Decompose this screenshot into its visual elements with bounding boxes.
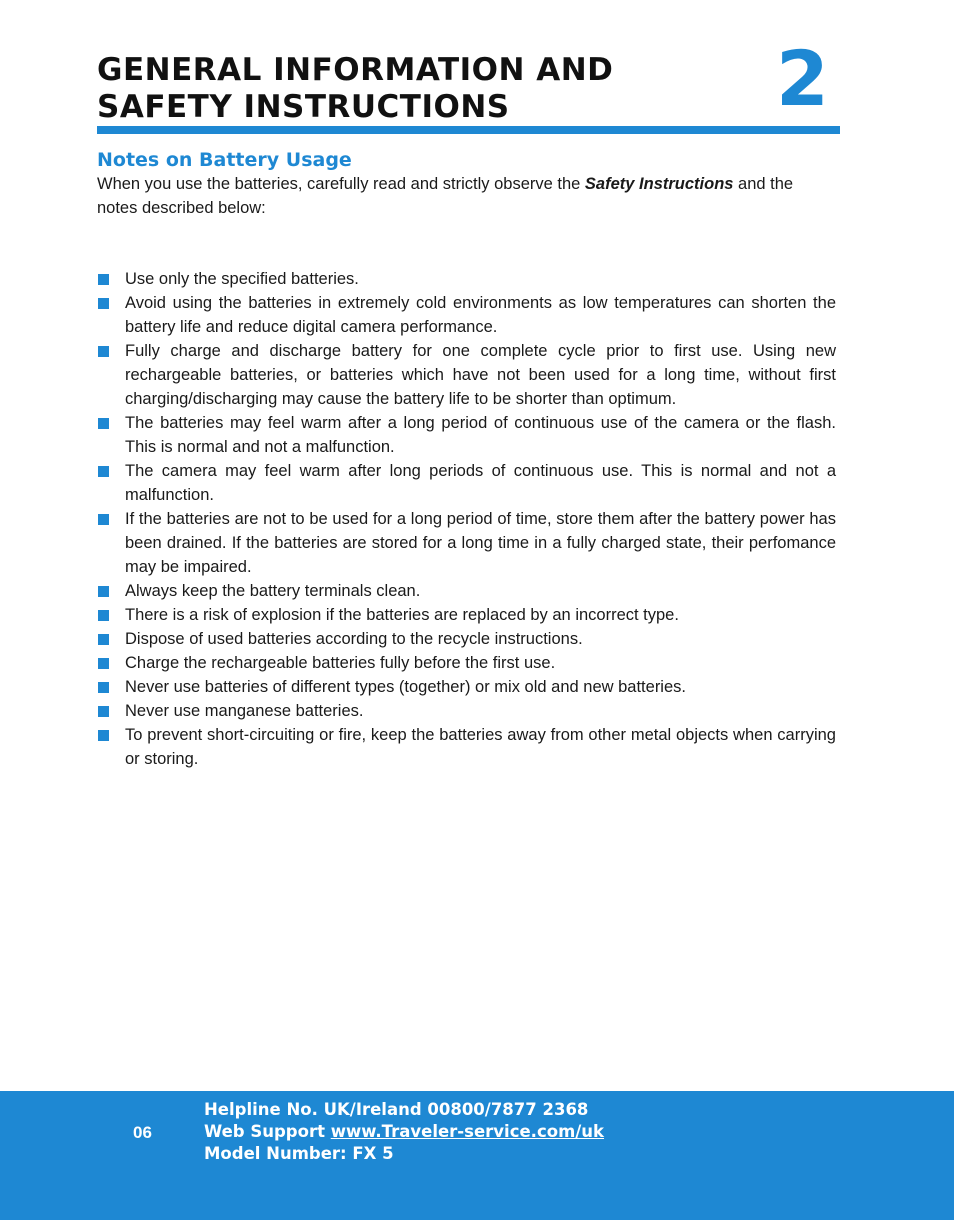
chapter-number: 2 xyxy=(776,34,829,123)
square-bullet-icon xyxy=(98,274,109,285)
intro-text: When you use the batteries, carefully read and strictly observe the xyxy=(97,175,585,193)
square-bullet-icon xyxy=(98,298,109,309)
intro-emphasis: Safety Instructions xyxy=(584,175,734,193)
list-item-text: Use only the specified batteries. xyxy=(125,270,359,288)
list-item-text: Avoid using the batteries in extremely cold environments as low temperatures can shorten the battery life and reduce digital camera performance. xyxy=(125,294,836,336)
list-item xyxy=(97,291,836,339)
page-number: 06 xyxy=(133,1123,152,1142)
page-title-line-2: SAFETY INSTRUCTIONS xyxy=(97,89,510,125)
title-divider xyxy=(97,126,840,134)
helpline-text: Helpline No. UK/Ireland 00800/7877 2368 xyxy=(204,1100,589,1119)
list-item xyxy=(97,339,836,411)
list-item xyxy=(97,675,836,699)
battery-notes-list xyxy=(97,267,836,771)
list-item xyxy=(97,627,836,651)
square-bullet-icon xyxy=(98,466,109,477)
list-item-text: Never use batteries of different types (together) or mix old and new batteries. xyxy=(125,678,686,696)
list-item-text: Never use manganese batteries. xyxy=(125,702,364,720)
list-item-text: The batteries may feel warm after a long period of continuous use of the camera or the flash. This is normal and not a malfunction. xyxy=(125,414,836,456)
list-item xyxy=(97,267,836,291)
square-bullet-icon xyxy=(98,418,109,429)
list-item-text: The camera may feel warm after long periods of continuous use. This is normal and not a malfunction. xyxy=(125,462,836,504)
list-item-text: Fully charge and discharge battery for one complete cycle prior to first use. Using new rechargeable batteries, or batteries which have not been used for a long time, without first charging/discharging may cause the battery life to be shorter than optimum. xyxy=(125,342,836,408)
list-item xyxy=(97,507,836,579)
square-bullet-icon xyxy=(98,634,109,645)
list-item xyxy=(97,723,836,771)
square-bullet-icon xyxy=(98,586,109,597)
list-item xyxy=(97,579,836,603)
square-bullet-icon xyxy=(98,682,109,693)
web-support-link[interactable]: www.Traveler-service.com/uk xyxy=(330,1122,605,1141)
list-item-text: There is a risk of explosion if the batteries are replaced by an incorrect type. xyxy=(125,606,679,624)
list-item-text: Charge the rechargeable batteries fully before the first use. xyxy=(125,654,556,672)
square-bullet-icon xyxy=(98,658,109,669)
list-item xyxy=(97,459,836,507)
list-item-text: Dispose of used batteries according to the recycle instructions. xyxy=(125,630,583,648)
list-item-text: To prevent short-circuiting or fire, keep the batteries away from other metal objects when carrying or storing. xyxy=(125,726,836,768)
square-bullet-icon xyxy=(98,706,109,717)
intro-paragraph xyxy=(97,172,837,220)
list-item-text: If the batteries are not to be used for a long period of time, store them after the battery power has been drained. If the batteries are stored for a long time in a fully charged state, their perfomance may be impaired. xyxy=(125,510,836,576)
list-item xyxy=(97,699,836,723)
square-bullet-icon xyxy=(98,514,109,525)
square-bullet-icon xyxy=(98,346,109,357)
list-item xyxy=(97,603,836,627)
list-item xyxy=(97,411,836,459)
model-number-text: Model Number: FX 5 xyxy=(204,1144,394,1163)
web-support-line xyxy=(204,1121,604,1143)
section-heading: Notes on Battery Usage xyxy=(97,149,352,171)
list-item xyxy=(97,651,836,675)
list-item-text: Always keep the battery terminals clean. xyxy=(125,582,421,600)
intro-text-end: and the notes described below: xyxy=(97,175,794,217)
page-title-line-1: GENERAL INFORMATION AND xyxy=(97,52,614,88)
web-support-label: Web Support xyxy=(204,1122,331,1141)
square-bullet-icon xyxy=(98,730,109,741)
page-title xyxy=(97,52,717,126)
square-bullet-icon xyxy=(98,610,109,621)
footer-contact xyxy=(204,1099,604,1165)
